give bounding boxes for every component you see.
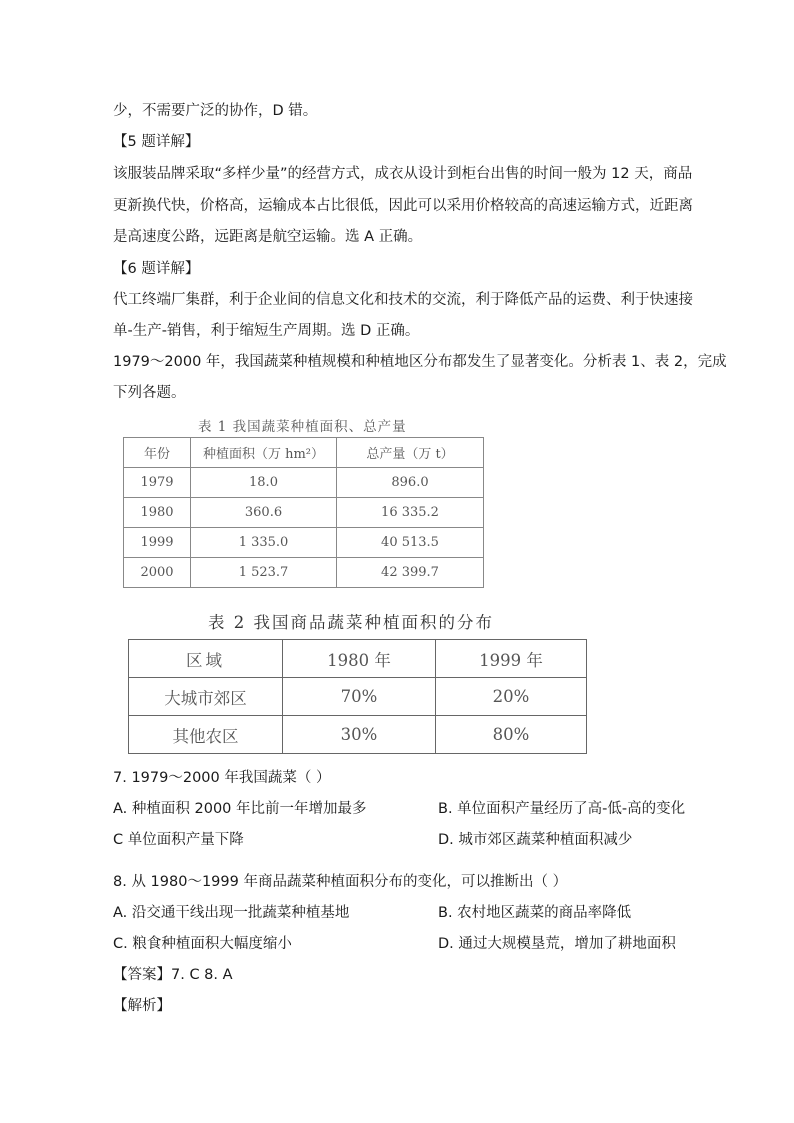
- table-cell: 2000: [124, 558, 191, 588]
- table-cell: 30%: [283, 716, 436, 754]
- paragraph-q6-line2: 单-生产-销售，利于缩短生产周期。选 D 正确。: [113, 323, 420, 339]
- table-cell: 1999: [124, 528, 191, 558]
- table-row: [129, 716, 587, 754]
- table-cell: 其他农区: [129, 716, 283, 754]
- question-7-option-d: D. 城市郊区蔬菜种植面积减少: [438, 832, 633, 848]
- table-row: [124, 468, 484, 498]
- table-cell: 1979: [124, 468, 191, 498]
- question-7-option-a: A. 种植面积 2000 年比前一年增加最多: [113, 801, 367, 817]
- table-cell: 16 335.2: [337, 498, 484, 528]
- table-cell: 大城市郊区: [129, 678, 283, 716]
- line-1: 少，不需要广泛的协作，D 错。: [113, 103, 318, 119]
- table-row: [124, 558, 484, 588]
- table1-header: 年份: [124, 438, 191, 468]
- table-cell: 20%: [436, 678, 587, 716]
- intro-line2: 下列各题。: [113, 385, 186, 401]
- table-cell: 40 513.5: [337, 528, 484, 558]
- heading-q6-detail: 【6 题详解】: [113, 261, 200, 277]
- paragraph-q5-line3: 是高速度公路，远距离是航空运输。选 A 正确。: [113, 229, 423, 245]
- table2-header: 1980 年: [283, 640, 436, 678]
- question-8-option-c: C. 粮食种植面积大幅度缩小: [113, 936, 292, 952]
- paragraph-q6-line1: 代工终端厂集群，利于企业间的信息文化和技术的交流，利于降低产品的运费、利于快速接: [113, 292, 693, 308]
- question-7-option-b: B. 单位面积产量经历了高-低-高的变化: [438, 801, 686, 817]
- table1-caption: 表 1 我国蔬菜种植面积、总产量: [198, 419, 407, 435]
- table-cell: 42 399.7: [337, 558, 484, 588]
- table-cell: 80%: [436, 716, 587, 754]
- table-row: [124, 498, 484, 528]
- question-8-option-a: A. 沿交通干线出现一批蔬菜种植基地: [113, 905, 350, 921]
- table-cell: 1 523.7: [191, 558, 337, 588]
- table2: [128, 639, 587, 754]
- heading-q5-detail: 【5 题详解】: [113, 134, 200, 150]
- analysis-heading: 【解析】: [113, 998, 171, 1014]
- question-8-stem: 8. 从 1980～1999 年商品蔬菜种植面积分布的变化，可以推断出（ ）: [113, 874, 568, 890]
- table1-header: 总产量（万 t）: [337, 438, 484, 468]
- table-cell: 896.0: [337, 468, 484, 498]
- table-cell: 18.0: [191, 468, 337, 498]
- answer-line: 【答案】7. C 8. A: [113, 967, 233, 983]
- intro-line1: 1979～2000 年，我国蔬菜种植规模和种植地区分布都发生了显著变化。分析表 1、表 2，完成: [113, 354, 727, 370]
- question-7-stem: 7. 1979～2000 年我国蔬菜（ ）: [113, 770, 331, 786]
- table-row: [129, 678, 587, 716]
- paragraph-q5-line1: 该服装品牌采取“多样少量”的经营方式，成衣从设计到柜台出售的时间一般为 12 天，商品: [113, 166, 693, 182]
- table-cell: 1980: [124, 498, 191, 528]
- table2-header-row: [129, 640, 587, 678]
- table2-caption: 表 2 我国商品蔬菜种植面积的分布: [208, 613, 494, 632]
- table2-header: 1999 年: [436, 640, 587, 678]
- table2-header: 区域: [129, 640, 283, 678]
- table1-header: 种植面积（万 hm²）: [191, 438, 337, 468]
- table-cell: 1 335.0: [191, 528, 337, 558]
- table-cell: 360.6: [191, 498, 337, 528]
- paragraph-q5-line2: 更新换代快，价格高，运输成本占比很低，因此可以采用价格较高的高速运输方式，近距离: [113, 198, 693, 214]
- table1-header-row: [124, 438, 484, 468]
- question-8-option-b: B. 农村地区蔬菜的商品率降低: [438, 905, 632, 921]
- question-8-option-d: D. 通过大规模垦荒，增加了耕地面积: [438, 936, 676, 952]
- question-7-option-c: C 单位面积产量下降: [113, 832, 244, 848]
- table1: [123, 437, 484, 588]
- table-cell: 70%: [283, 678, 436, 716]
- table-row: [124, 528, 484, 558]
